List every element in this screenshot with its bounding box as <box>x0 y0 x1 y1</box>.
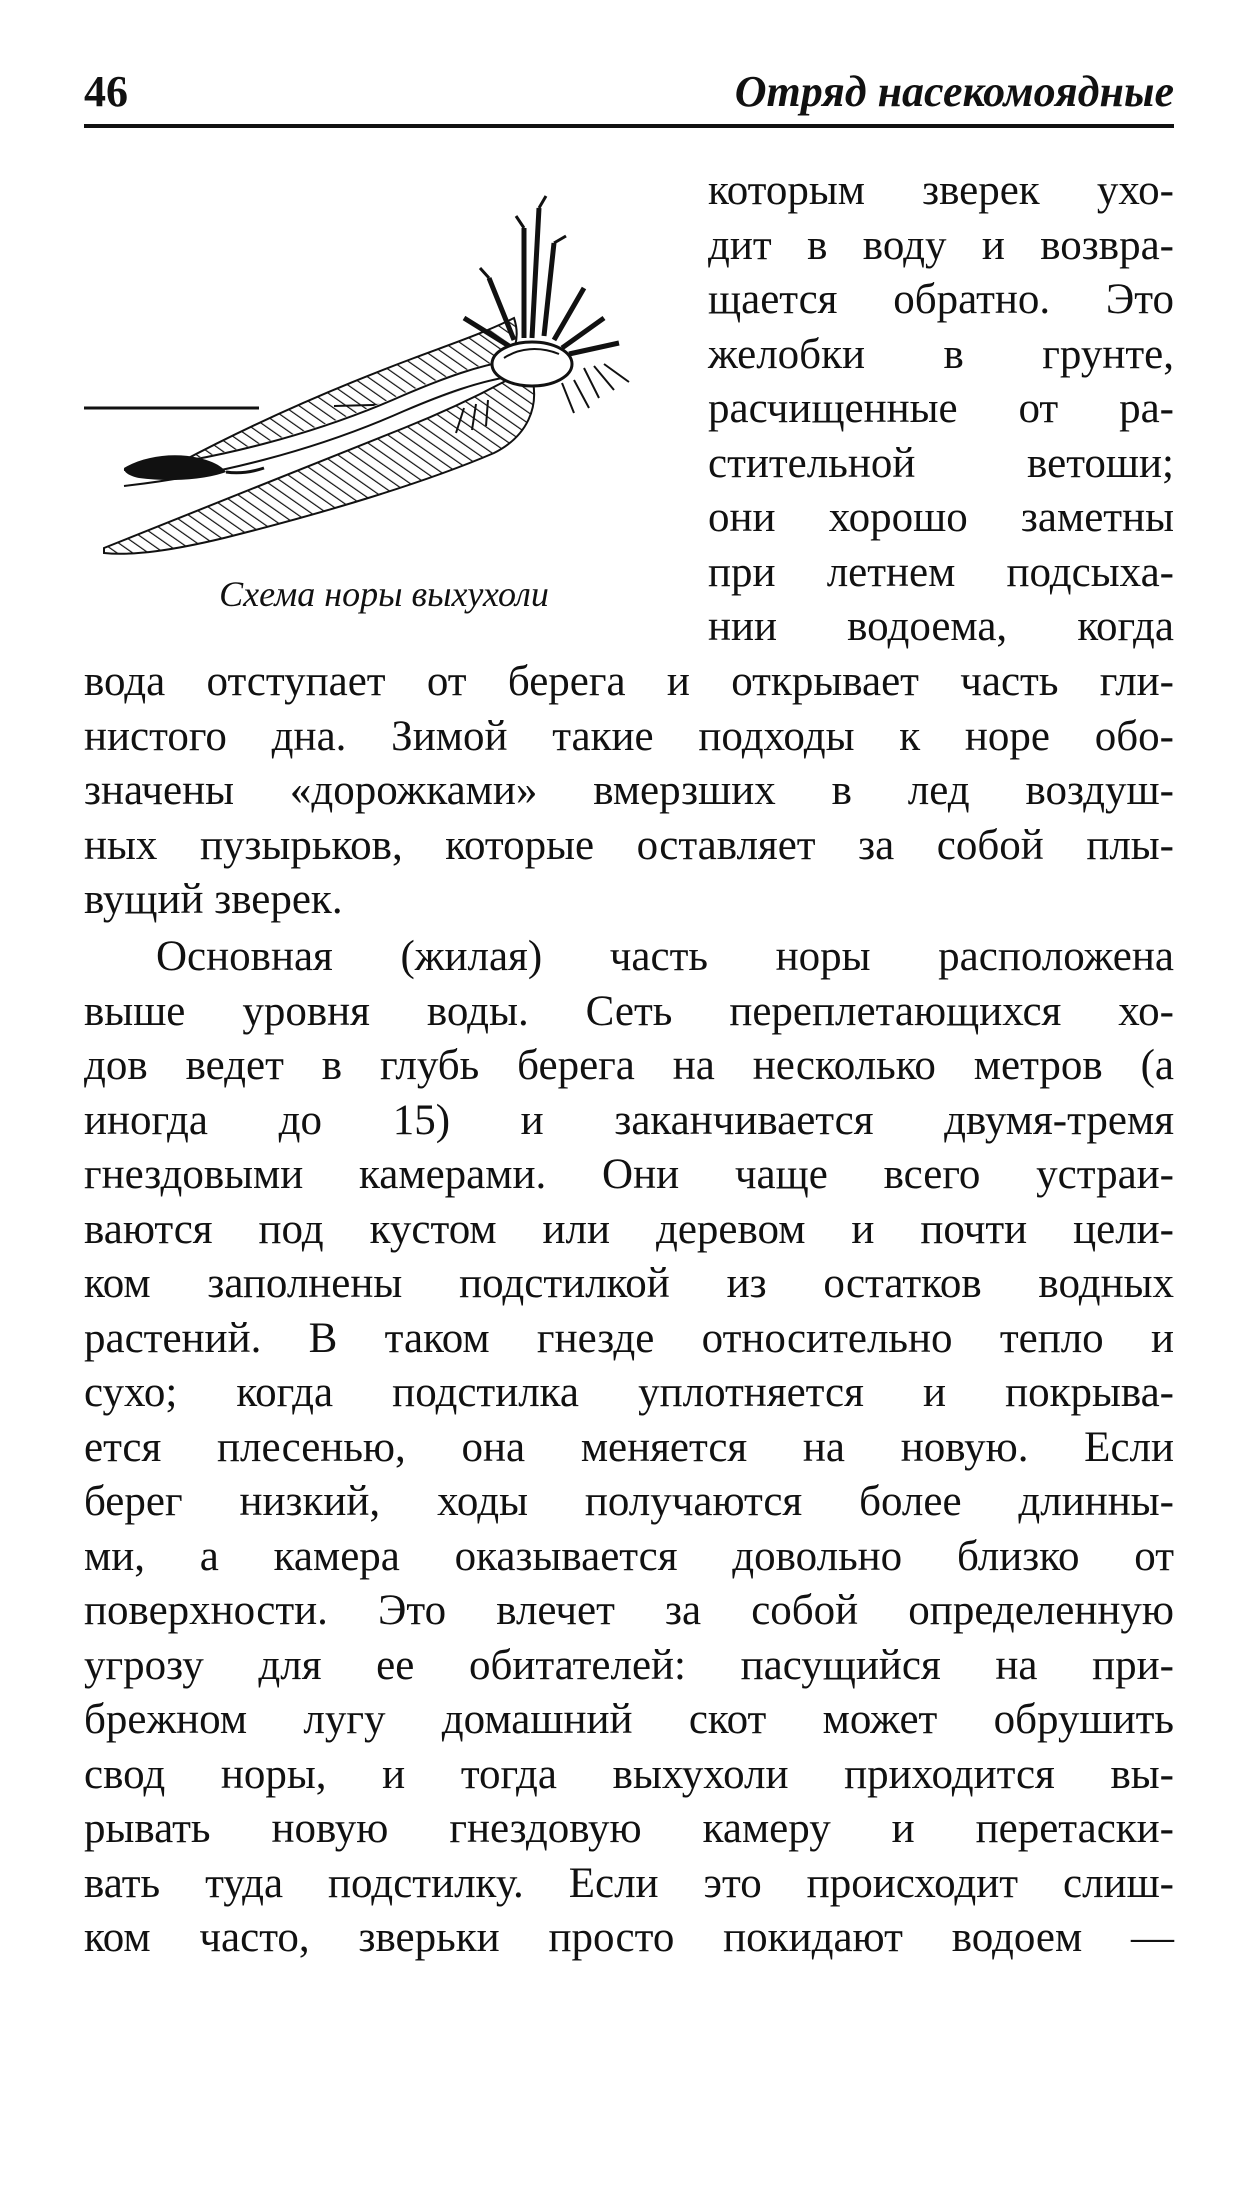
text-line: берег низкий, ходы получаются более длинны- <box>84 1478 1174 1525</box>
text-line: ваются под кустом или деревом и почти цели- <box>84 1205 1174 1253</box>
text-line: ком заполнены подстилкой из остатков водных <box>84 1260 1174 1307</box>
text-line: ком часто, зверьки просто покидают водоем — <box>84 1914 1174 1961</box>
running-title: Отряд насекомоядные <box>734 67 1174 116</box>
text-line: вущий зверек. <box>84 876 343 923</box>
wrapped-column-text <box>708 164 1174 655</box>
text-line: щается обратно. Это <box>708 276 1174 323</box>
text-line: вода отступает от берега и открывает часть гли- <box>84 658 1174 705</box>
text-line: свод норы, и тогда выхухоли приходится вы- <box>84 1750 1174 1798</box>
text-line: дов ведет в глубь берега на несколько метров (а <box>84 1042 1174 1089</box>
text-line: они хорошо заметны <box>708 494 1174 541</box>
text-line: иногда до 15) и заканчивается двумя-тремя <box>84 1096 1174 1144</box>
text-line: рывать новую гнездовую камеру и перетаски- <box>84 1805 1174 1852</box>
paragraph-main-burrow <box>84 930 1174 1966</box>
text-line: которым зверек ухо- <box>708 167 1174 214</box>
text-line: брежном лугу домашний скот может обрушить <box>84 1696 1174 1743</box>
text-line: стительной ветоши; <box>708 439 1174 487</box>
burrow-diagram-icon <box>84 168 684 568</box>
text-line: желобки в грунте, <box>708 330 1174 378</box>
text-line: значены «дорожками» вмерзших в лед воздуш- <box>84 767 1174 814</box>
text-line: выше уровня воды. Сеть переплетающихся хо- <box>84 987 1174 1035</box>
text-line: ных пузырьков, которые оставляет за собой плы- <box>84 821 1174 869</box>
burrow-figure <box>84 168 684 638</box>
text-line: дит в воду и возвра- <box>708 221 1174 269</box>
text-line: поверхности. Это влечет за собой определенную <box>84 1587 1174 1634</box>
text-line: гнездовыми камерами. Они чаще всего устраи- <box>84 1151 1174 1198</box>
text-line: сухо; когда подстилка уплотняется и покрыва- <box>84 1369 1174 1416</box>
text-line: растений. В таком гнезде относительно тепло и <box>84 1314 1174 1362</box>
text-line: нистого дна. Зимой такие подходы к норе обо- <box>84 712 1174 760</box>
text-line: Основная (жилая) часть норы расположена <box>156 933 1174 980</box>
text-line: угрозу для ее обитателей: пасущийся на при- <box>84 1641 1174 1689</box>
text-line: ми, а камера оказывается довольно близко от <box>84 1532 1174 1580</box>
text-line: расчищенные от ра- <box>708 385 1174 432</box>
text-line: нии водоема, когда <box>708 603 1174 650</box>
page-header <box>84 58 1174 128</box>
figure-caption: Схема норы выхухоли <box>219 574 549 614</box>
page-number: 46 <box>84 67 128 116</box>
text-line: ется плесенью, она меняется на новую. Если <box>84 1423 1174 1471</box>
paragraph-continuation <box>84 655 1174 928</box>
text-line: при летнем подсыха- <box>708 548 1174 596</box>
text-line: вать туда подстилку. Если это происходит слиш- <box>84 1859 1174 1907</box>
